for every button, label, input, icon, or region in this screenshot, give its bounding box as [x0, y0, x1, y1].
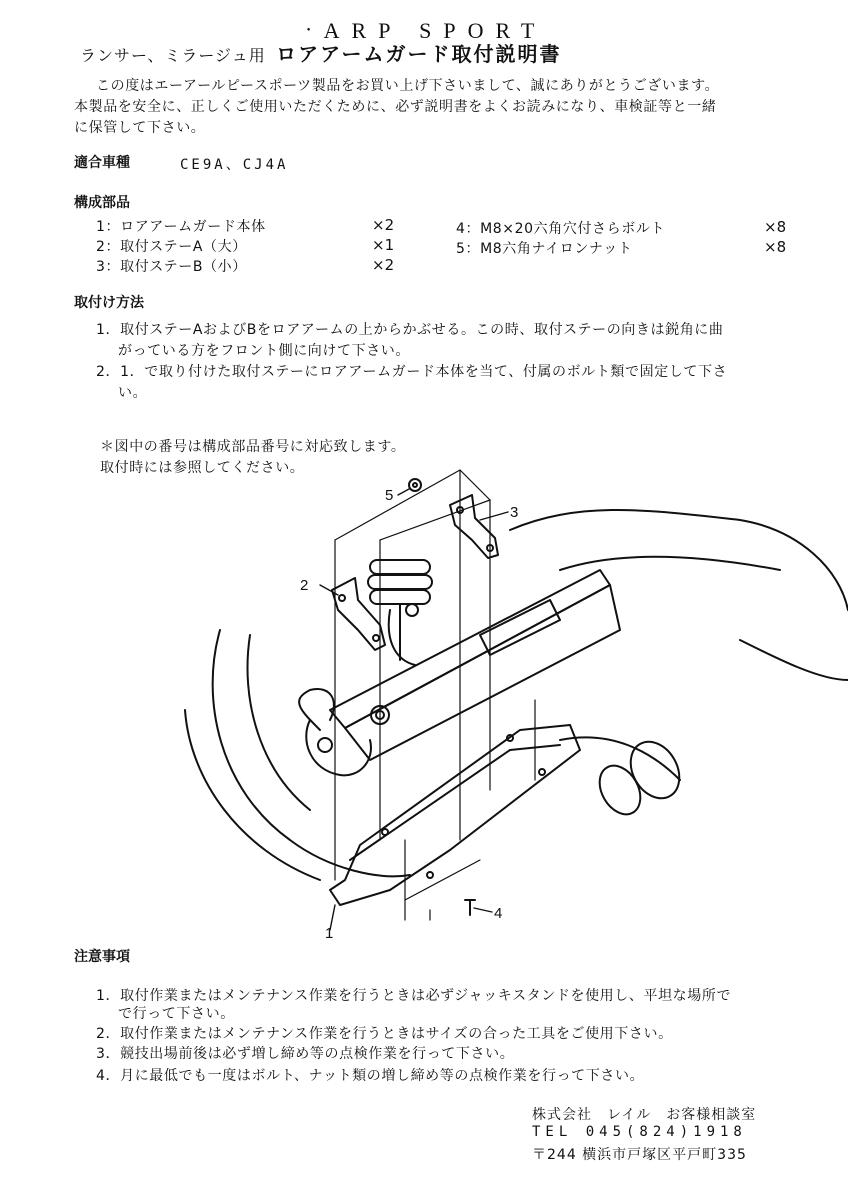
part-item-3: 3：取付ステーB（小） — [96, 259, 247, 275]
parts-heading: 構成部品 — [74, 195, 130, 211]
part-qty-2: ×1 — [372, 236, 395, 254]
install-line-1: 1．取付ステーAおよびBをロアアームの上からかぶせる。この時、取付ステーの向きは鋭角に曲 — [96, 322, 724, 338]
bolt-4 — [465, 900, 475, 915]
part-item-1: 1：ロアアームガード本体 — [96, 219, 266, 235]
callout-3: 3 — [510, 504, 519, 521]
stay-a-hole-2 — [373, 635, 379, 641]
lower-arm-top — [330, 570, 610, 728]
callout-line-5 — [398, 489, 409, 495]
knuckle-bolt — [318, 738, 332, 752]
install-heading: 取付け方法 — [74, 295, 144, 311]
callout-4: 4 — [494, 905, 503, 922]
guard-plate-edge — [350, 745, 560, 860]
exhaust-tip — [621, 733, 689, 807]
guard-hole-4 — [539, 769, 545, 775]
subtitle-vehicle: ランサー、ミラージュ用 — [80, 46, 266, 65]
part-qty-1: ×2 — [372, 216, 395, 234]
brand-name: ARP SPORT — [323, 18, 547, 43]
part-item-2: 2：取付ステーA（大） — [96, 239, 247, 255]
body-panel — [510, 510, 848, 610]
footer-address: 〒244 横浜市戸塚区平戸町335 — [532, 1147, 747, 1163]
installation-diagram — [180, 460, 848, 950]
caution-line-2: で行って下さい。 — [118, 1006, 235, 1022]
part-qty-4: ×8 — [764, 218, 787, 236]
strut-joint — [406, 604, 418, 616]
callout-1: 1 — [325, 925, 334, 942]
part-item-4: 4：M8×20六角穴付さらボルト — [456, 221, 666, 237]
caution-line-1: 1．取付作業またはメンテナンス作業を行うときは必ずジャッキスタンドを使用し、平坦な場所で — [96, 988, 732, 1004]
diagram-note-2: 取付時には参照してください。 — [100, 460, 305, 476]
brand-dot: ・ — [301, 24, 316, 39]
lower-arm-detail — [480, 600, 560, 655]
strut-rod — [389, 605, 415, 665]
part-item-5: 5：M8六角ナイロンナット — [456, 241, 633, 257]
part-qty-3: ×2 — [372, 256, 395, 274]
stay-b — [450, 495, 498, 558]
install-line-3: 2．1．で取り付けた取付ステーにロアアームガード本体を当て、付属のボルト類で固定して下さ — [96, 364, 728, 380]
nut-5 — [409, 479, 421, 491]
tire-inner — [248, 635, 311, 810]
install-line-2: がっている方をフロント側に向けて下さい。 — [118, 343, 410, 359]
tire-edge — [185, 710, 320, 880]
callout-5: 5 — [385, 487, 394, 504]
caution-line-4: 3．競技出場前後は必ず増し締め等の点検作業を行って下さい。 — [96, 1046, 515, 1062]
document-title — [80, 38, 562, 67]
stay-a-hole-1 — [339, 595, 345, 601]
vehicles-models: CE9A、CJ4A — [180, 157, 289, 173]
callout-line-4 — [474, 908, 492, 912]
guard-plate — [330, 725, 580, 905]
body-panel-3 — [740, 640, 848, 680]
assembly-guides — [335, 470, 535, 920]
subtitle-main: ロアアームガード取付説明書 — [276, 42, 562, 66]
part-qty-5: ×8 — [764, 238, 787, 256]
nut-5-inner — [413, 483, 417, 487]
diagram-note-1: ＊図中の番号は構成部品番号に対応致します。 — [100, 439, 406, 455]
caution-line-5: 4．月に最低でも一度はボルト、ナット類の増し締め等の点検作業を行って下さい。 — [96, 1068, 645, 1084]
spring-coil-2 — [368, 575, 432, 589]
callout-line-3 — [480, 512, 508, 520]
tie-rod — [299, 689, 334, 730]
intro-line-1: この度はエーアールピースポーツ製品をお買い上げ下さいまして、誠にありがとうございます。 — [96, 78, 720, 94]
install-line-4: い。 — [118, 385, 148, 401]
caution-line-3: 2．取付作業またはメンテナンス作業を行うときはサイズの合った工具をご使用下さい。 — [96, 1026, 673, 1042]
lower-arm-body — [345, 585, 620, 760]
intro-line-3: に保管して下さい。 — [74, 120, 206, 136]
cautions-heading: 注意事項 — [74, 949, 130, 965]
intro-line-2: 本製品を安全に、正しくご使用いただくために、必ず説明書をよくお読みになり、車検証等と一緒 — [74, 99, 717, 115]
footer-company: 株式会社 レイル お客様相談室 — [532, 1107, 757, 1123]
body-panel-2 — [560, 557, 780, 570]
exhaust-tip-2 — [591, 758, 648, 821]
guard-hole-2 — [427, 872, 433, 878]
callout-2: 2 — [300, 577, 309, 594]
spring-coil-1 — [370, 560, 430, 574]
guard-hole-1 — [382, 829, 388, 835]
vehicles-label: 適合車種 — [74, 155, 130, 171]
footer-tel: TEL 045(824)1918 — [532, 1124, 747, 1140]
spring-coil-3 — [370, 590, 430, 604]
